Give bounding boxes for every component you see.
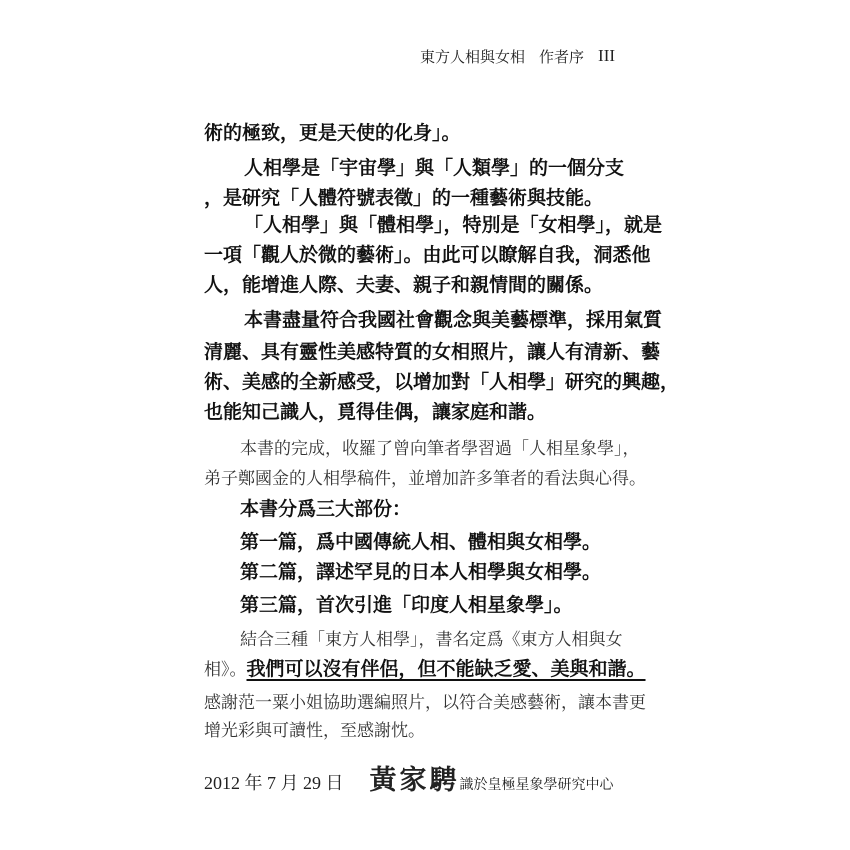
author-name: 黃家騁 [369,765,460,796]
section-intro: 本書分爲三大部份： [240,498,412,520]
text-line: 「人相學」與「體相學」，特別是「女相學」，就是 [244,214,663,236]
text-prefix: 相》。 [204,660,247,680]
text-line: 本書盡量符合我國社會觀念與美藝標準，採用氣質 [244,309,663,331]
running-header [420,46,650,67]
underlined-motto: 我們可以沒有伴侶，但不能缺乏愛、美與和諧。 [246,658,646,680]
signature-place: 識於皇極星象學研究中心 [459,777,614,793]
text-line: 也能知己識人，覓得佳偶，讓家庭和諧。 [204,401,547,423]
section-title: 作者序 [539,48,585,66]
text-line: ，是研究「人體符號表徵」的一種藝術與技能。 [204,187,604,209]
text-line: 增光彩與可讀性，至感謝忱。 [204,721,425,741]
text-line: 人，能增進人際、夫妻、親子和親情間的關係。 [204,274,604,296]
part-two: 第二篇，譯述罕見的日本人相學與女相學。 [240,561,602,583]
text-line: 術、美感的全新感受，以增加對「人相學」研究的興趣， [204,371,680,393]
part-three: 第三篇，首次引進「印度人相星象學」。 [240,594,573,616]
text-line: 人相學是「宇宙學」與「人類學」的一個分支 [244,157,625,179]
signature-line [204,758,614,797]
signature-date: 2012 年 7 月 29 日 [204,773,344,793]
text-line: 術的極致，更是天使的化身」。 [204,122,461,144]
text-line: 結合三種「東方人相學」，書名定爲《東方人相與女 [240,630,623,650]
mixed-line [204,654,646,681]
text-line: 本書的完成，收羅了曾向筆者學習過「人相星象學」， [240,439,640,459]
book-title: 東方人相與女相 [420,48,526,66]
text-line: 清麗、具有靈性美感特質的女相照片，讓人有清新、藝 [204,341,661,363]
part-one: 第一篇，爲中國傳統人相、體相與女相學。 [240,531,602,553]
text-line: 感謝范一粟小姐協助選編照片，以符合美感藝術，讓本書更 [204,693,646,713]
page-number: III [598,46,616,65]
text-line: 弟子鄭國金的人相學稿件，並增加許多筆者的看法與心得。 [204,469,646,489]
text-line: 一項「觀人於微的藝術」。由此可以瞭解自我，洞悉他 [204,244,651,266]
